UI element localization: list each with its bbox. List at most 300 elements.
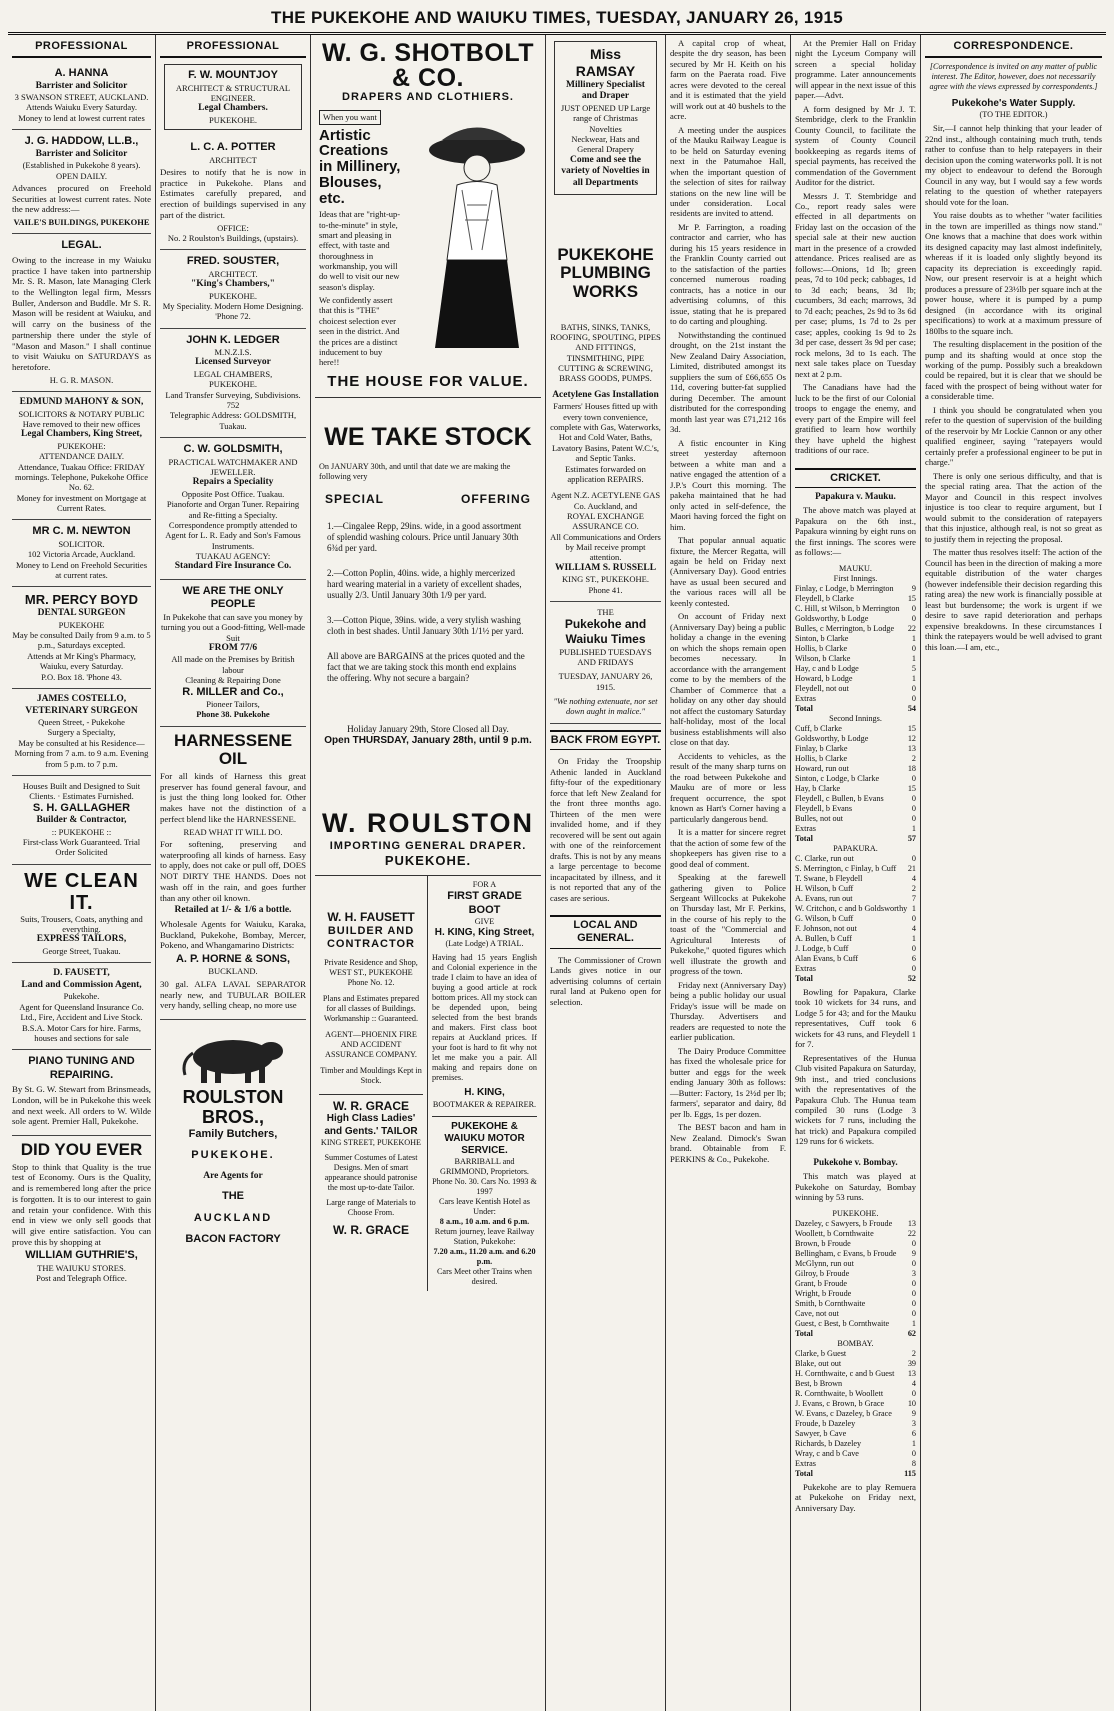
- ad-note: Money for investment on Mortgage at Current Rates.: [16, 492, 147, 514]
- ad-text: Farmers' Houses fitted up with every town convenience, complete with Gas, Waterworks, Hot and Cold Water, Baths, Lavatory Basins, Patent W.C.'s, and Septic Tanks.: [550, 401, 661, 464]
- ad-text: Neckwear, Hats and General Drapery: [571, 134, 640, 155]
- ad-sub: Family Butchers,: [188, 1127, 278, 1140]
- batsman: A. Evans, run out: [795, 893, 853, 903]
- runs: 0: [911, 813, 916, 823]
- ad-telegraphic: Telegraphic Address: GOLDSMITH, Tuakau.: [169, 410, 297, 431]
- batsman: Guest, c Best, b Cornthwaite: [795, 1318, 890, 1328]
- ad-name: FRED. SOUSTER,: [186, 255, 280, 268]
- match-title: Papakura v. Mauku.: [815, 491, 896, 502]
- batsman: G. Wilson, b Cuff: [795, 913, 854, 923]
- ad-name: F. W. MOUNTJOY: [188, 69, 278, 82]
- ad-price: Retailed at 1/- & 1/6 a bottle.: [174, 905, 292, 916]
- batsman: Sinton, c Lodge, b Clarke: [795, 773, 880, 783]
- batsman: Bellingham, c Evans, b Froude: [795, 1248, 897, 1258]
- score-row: [795, 944, 916, 954]
- runs: 0: [911, 773, 916, 783]
- innings-total: [795, 1329, 916, 1339]
- ad-motor-text: Cars Meet other Trains when desired.: [436, 1267, 533, 1287]
- article-paragraph: That popular annual aquatic fixture, the Mercer Regatta, will again be held on Friday next (Anniversary Day). Good entries have as usual been secured and the various races will all be keenly contested.: [670, 535, 786, 608]
- ad-number: 752: [226, 400, 240, 411]
- score-row: [795, 634, 916, 644]
- ad-house: THE HOUSE FOR VALUE.: [327, 372, 529, 390]
- batsman: Extras: [795, 693, 816, 703]
- ad-conf: We confidently assert that this is "THE" choicest selection ever seen in the district. And the prices are a distinct inducement to buy here!!: [319, 295, 400, 368]
- batsman: Fleydell, b Evans: [795, 803, 853, 813]
- batsman: Grant, b Froude: [795, 1278, 848, 1288]
- correspondence-header: CORRESPONDENCE.: [925, 35, 1102, 58]
- innings-list: [795, 854, 916, 974]
- ad-newton: [12, 520, 151, 587]
- professional-header: PROFESSIONAL: [12, 35, 151, 58]
- batsman: Fleydell, b Clarke: [795, 593, 854, 603]
- score-row: [795, 854, 916, 864]
- total-value: 54: [907, 703, 916, 713]
- batsman: Hollis, b Clarke: [795, 753, 848, 763]
- runs: 7: [911, 893, 916, 903]
- innings-list: [795, 584, 916, 704]
- ad-text: Summer Costumes of Latest Designs. Men of smart appearance should patronise the most up-to-date Tailor.: [324, 1152, 418, 1192]
- runs: 9: [911, 1248, 916, 1258]
- score-row: [795, 924, 916, 934]
- batsman: Fleydell, not out: [795, 683, 849, 693]
- runs: 0: [911, 613, 916, 623]
- article-paragraph: The Canadians have had the luck to be the first of our Colonial troops to engage the enemy, and every part of the Empire will feel gratified to learn how worthily they have upheld the highest traditions of our race.: [795, 382, 916, 456]
- paper-title: Pukekohe and Waiuku Times: [564, 617, 647, 647]
- ad-offering: OFFERING: [461, 492, 531, 507]
- ad-big: Artistic Creations in Millinery, Blouses, etc.: [319, 126, 401, 207]
- ad-firm: EXPRESS TAILORS,: [36, 934, 127, 945]
- score-row: [795, 1449, 916, 1459]
- column-7: [921, 35, 1106, 1711]
- runs: 1: [911, 1438, 916, 1448]
- batsman: Cave, not out: [795, 1308, 839, 1318]
- article-paragraph: Representatives of the Hunua Club visited Papakura on Saturday, 9th inst., and tried conclusions with the representatives of the Papakura Club. The Hunua team compiled 30 runs (Lodge 3 wickets for 7 runs, including the hat trick) and Papakura compiled 129 runs for 6 wickets.: [795, 1052, 916, 1147]
- ad-phone: Phone 41.: [588, 584, 623, 595]
- runs: 4: [911, 923, 916, 933]
- batsman: S. Merrington, c Finlay, b Cuff: [795, 863, 897, 873]
- batsman: Bulles, c Merrington, b Lodge: [795, 623, 895, 633]
- columns: [8, 35, 1106, 1711]
- runs: 9: [911, 1408, 916, 1418]
- team-name: MAUKU.: [839, 563, 872, 573]
- column-3: [311, 35, 546, 1711]
- ad-town: Pukekohe.: [63, 991, 100, 1002]
- runs: 12: [907, 733, 916, 743]
- score-row: [795, 1249, 916, 1259]
- ad-shotbolt: [315, 35, 541, 398]
- ad-text: Having had 15 years English and Colonial experience in the trade I claim to have an idea of buying a good article at rock bottom prices. All my stock can be depended upon, being selected from the best brands and makers. First class boot repairs at Auckland prices. If your foot is hard to fit why not let me make you a pair. All making and repairs done on premises.: [432, 953, 537, 1083]
- batsman: Blake, out out: [795, 1358, 842, 1368]
- ad-hanna: [12, 62, 151, 130]
- ad-name: DID YOU EVER: [20, 1139, 143, 1159]
- runs: 6: [911, 953, 916, 963]
- article-paragraph: A capital crop of wheat, despite the dry season, has been secured by Mr H. Keith on his farm on the Paerata road. Five acres were devoted to the cereal and it is estimated that the yield will work out at 40 bushels to the acre.: [670, 37, 786, 122]
- batsman: Brown, b Froude: [795, 1238, 851, 1248]
- runs: 0: [911, 603, 916, 613]
- ad-firm: R. MILLER and Co.,: [182, 685, 284, 698]
- innings-label: Second Innings.: [829, 713, 882, 723]
- masthead: THE PUKEKOHE AND WAIUKU TIMES, TUESDAY, JANUARY 26, 1915: [8, 6, 1106, 35]
- match-title: Pukekohe v. Bombay.: [813, 1156, 898, 1167]
- batsman: Hay, b Clarke: [795, 783, 841, 793]
- section-header: LOCAL AND GENERAL.: [550, 915, 661, 949]
- ad-row: [315, 876, 541, 1291]
- ad-text: Land Transfer Surveying, Subdivisions.: [165, 389, 301, 400]
- runs: 3: [911, 1268, 916, 1278]
- score-row: [795, 814, 916, 824]
- ad-name: WE ARE THE ONLY PEOPLE: [182, 585, 284, 611]
- batsman: Clarke, b Guest: [795, 1348, 847, 1358]
- batsman: Richards, b Dazeley: [795, 1438, 862, 1448]
- runs: 13: [907, 743, 916, 753]
- ad-motor-text: Return journey, leave Railway Station, Pukekohe:: [434, 1227, 535, 1247]
- ad-item: 3.—Cotton Pique, 39ins. wide, a very stylish washing cloth in best shades. Until January 30th 1/1½ per yard.: [327, 614, 524, 636]
- article-paragraph: The above match was played at Papakura on the 6th inst., Papakura winning by eight runs on the first innings. The scores were as follows:—: [795, 505, 916, 558]
- ad-chambers: Legal Chambers.: [198, 103, 268, 114]
- batsman: H. Wilson, b Cuff: [795, 883, 854, 893]
- ad-title: Barrister and Solicitor: [35, 148, 128, 159]
- section-header: CRICKET.: [795, 468, 916, 488]
- article-paragraph: Notwithstanding the continued drought, on the 21st instant the New Zealand Dairy Association, Limited, distributed amongst its suppliers the sum of £66,655 Os 11d, covering butter-fat supplied during December. The amount distributed for the corresponding month last year was £71,212 16s 3d.: [670, 329, 786, 435]
- article-paragraph: It is a matter for sincere regret that the action of some few of the shopkeepers has given rise to a good deal of comment.: [670, 827, 786, 869]
- score-row: [795, 1219, 916, 1229]
- ad-office: OFFICE:: [217, 222, 249, 233]
- ad-name: S. H. GALLAGHER: [32, 801, 131, 814]
- score-row: [795, 1289, 916, 1299]
- ad-text: Estimates forwarded on application REPAIRS.: [565, 463, 646, 484]
- total-label: Total: [795, 973, 813, 983]
- article-paragraph: You raise doubts as to whether "water facilities in the town are imperilled as things now stand." One knows that a machine that does work within its designed capacity may last almost indefinitely, whereas if it is loaded only slightly beyond its capacity its depreciation is exceedingly rapid. Now, our present reservoir is at a height which produces a pressure of 23½lb per square inch at the power house, where it is pumped by a pump designed (in accordance with its original specifications) to work at a maximum pressure of 180lbs to the square inch.: [925, 210, 1102, 336]
- ad-text: Suits, Trousers, Coats, anything and everything.: [20, 913, 143, 935]
- ad-fausett: [12, 963, 151, 1050]
- runs: 0: [911, 1288, 916, 1298]
- ad-sub: Millinery Specialist and Draper: [566, 79, 645, 102]
- match-text: [795, 502, 916, 563]
- innings-list: [795, 1219, 916, 1329]
- ad-text: BATHS, SINKS, TANKS, ROOFING, SPOUTING, PIPES AND FITTINGS, TINSMITHING, PIPE CUTTING & SCREWING, BRASS GOODS, PUMPS.: [550, 321, 661, 384]
- ad-text: Plans and Estimates prepared for all classes of Buildings. Workmanship :: Guaranteed.: [322, 993, 420, 1023]
- batsman: Finlay, c Lodge, b Merrington: [795, 583, 894, 593]
- ad-address: KING ST., PUKEKOHE.: [562, 574, 649, 585]
- total-label: Total: [795, 1328, 813, 1338]
- ad-ledger: [160, 329, 306, 439]
- ad-name: L. C. A. POTTER: [190, 141, 276, 154]
- ad-agency-name: Standard Fire Insurance Co.: [174, 561, 292, 572]
- batsman: Hay, c and b Lodge: [795, 663, 859, 673]
- score-row: [795, 1379, 916, 1389]
- ad-text: First-class Work Guaranteed. Trial Order Solicited: [22, 836, 141, 858]
- runs: 0: [911, 1298, 916, 1308]
- runs: 1: [911, 633, 916, 643]
- article-paragraph: A form designed by Mr J. T. Stembridge, clerk to the Franklin County Council, to facilitate the system of County Council bookkeeping as regards items of special payments, has received the commendation of the Government Auditor for the district.: [795, 103, 916, 188]
- runs: 1: [911, 903, 916, 913]
- runs: 1: [911, 653, 916, 663]
- ad-plumbing: [550, 201, 661, 602]
- score-row: [795, 1259, 916, 1269]
- ad-agent: Agent N.Z. ACETYLENE GAS Co. Auckland, and: [550, 490, 661, 511]
- ad-holiday: Holiday January 29th, Store Closed all Day.: [347, 723, 509, 734]
- batsman: Cuff, b Clarke: [795, 723, 842, 733]
- professional-header: PROFESSIONAL: [160, 35, 306, 58]
- ad-title: PRACTICAL WATCHMAKER AND JEWELLER.: [168, 456, 298, 477]
- ad-take-stock: [315, 398, 541, 876]
- total-value: 52: [907, 973, 916, 983]
- team-name: PAPAKURA.: [833, 843, 878, 853]
- score-row: [795, 584, 916, 594]
- runs: 22: [907, 623, 916, 633]
- score-row: [795, 614, 916, 624]
- runs: 0: [911, 693, 916, 703]
- ad-roulston-bros: [160, 1020, 306, 1252]
- score-row: [795, 1389, 916, 1399]
- score-row: [795, 904, 916, 914]
- ad-note: Attends at Mr King's Pharmacy, Waiuku, every Saturday.: [27, 650, 136, 672]
- ad-name: FIRST GRADE BOOT: [447, 890, 522, 916]
- scorecard: [795, 1209, 916, 1479]
- ad-sub: Pioneer Tailors,: [206, 698, 260, 709]
- innings-total: [795, 974, 916, 984]
- batsman: Best, b Brown: [795, 1378, 843, 1388]
- ad-special: SPECIAL: [325, 492, 385, 507]
- ad-sub: THE WAIUKU STORES.: [37, 1262, 126, 1273]
- ad-title: Land and Commission Agent,: [21, 979, 142, 990]
- ad-phone: 'Phone 72.: [215, 311, 251, 322]
- runs: 15: [907, 723, 916, 733]
- article-paragraph: On Friday the Troopship Athenic landed in Auckland fifty-four of the expeditionary force that left New Zealand for the front three months ago. Thirteen of the men were invalided home, and if they recovered will be sent out again with one of the reinforcement drafts. This is not by any means a large percentage to become incapacitated by illness, and it is not reported that any of the cases are serious.: [550, 756, 661, 903]
- ad-legal: [12, 234, 151, 392]
- runs: 1: [911, 673, 916, 683]
- column-4: [546, 35, 666, 1711]
- ad-address: WEST ST., PUKEKOHE: [329, 967, 413, 977]
- ad-open: Open THURSDAY, January 28th, until 9 p.m.: [324, 734, 532, 746]
- ad-note: (Established in Pukekohe 8 years).: [22, 160, 141, 171]
- ad-note: Attendance, Tuakau Office: FRIDAY mornings. Telephone, Pukekohe Office No. 62.: [15, 461, 148, 493]
- ad-address: VAILE'S BUILDINGS, PUKEKOHE: [13, 217, 150, 228]
- batsman: F. Johnson, not out: [795, 923, 857, 933]
- scorecard: [795, 564, 916, 984]
- runs: 8: [911, 1458, 916, 1468]
- total-value: 62: [907, 1328, 916, 1338]
- batsman: Froude, b Dazeley: [795, 1418, 856, 1428]
- batsman: Hollis, b Clarke: [795, 643, 848, 653]
- local-news-cont: [795, 35, 916, 462]
- ad-name: D. FAUSETT,: [53, 968, 110, 979]
- score-row: [795, 754, 916, 764]
- ad-body: [319, 110, 537, 368]
- ad-text: JUST OPENED UP Large range of Christmas Novelties: [560, 103, 651, 134]
- ad-gallagher: [12, 776, 151, 865]
- article-paragraph: A fistic encounter in King street yesterday afternoon between a white man and a native engaged the attention of a J.P.'s Court this morning. The pakeha maintained that he had only acted in self-defence, the Maori having forced the fight on him.: [670, 437, 786, 532]
- article-paragraph: The BEST bacon and ham in New Zealand. Dimock's Swan brand. Obtainable from F. PERKINS & Co., Pukekohe.: [670, 1122, 786, 1164]
- batsman: Extras: [795, 1458, 816, 1468]
- score-row: [795, 684, 916, 694]
- local-news: [670, 35, 786, 1170]
- runs: 0: [911, 913, 916, 923]
- ad-note: ATTENDANCE DAILY.: [39, 451, 124, 462]
- ad-item: 1.—Cingalee Repp, 29ins. wide, in a good assortment of splendid washing colours. Price until January 30th 6¾d per yard.: [327, 521, 522, 553]
- runs: 4: [911, 1378, 916, 1388]
- ad-goldsmith: [160, 438, 306, 580]
- legal-text: Owing to the increase in my Waiuku practice I have taken into partnership Mr. S. R. Mason, late Managing Clerk to the Wellington legal firm, Messrs Buller, Anderson and Buddle. Mr S. R. Mason will be resident at Waiuku, and will carry on the business of the partnership there under the style of "Mason and Mason." I shall continue to visit Waiuku on SATURDAYS as heretofore.: [12, 254, 151, 373]
- runs: 0: [911, 943, 916, 953]
- batsman: Goldsworthy, b Lodge: [795, 733, 869, 743]
- ad-auckland: AUCKLAND: [193, 1211, 273, 1224]
- ad-name: W. R. GRACE: [319, 1094, 423, 1114]
- runs: 0: [911, 1388, 916, 1398]
- runs: 0: [911, 1238, 916, 1248]
- article-paragraph: Messrs J. T. Stembridge and Co., report ready sales were effected in all departments on Friday last on the occasion of the special sale at their new auction mart in the presence of a crowded attendance. Prices realised are as follows:—Onions, 1d lb; green peas, 7d to 10d peck; cabbages, 1d to 3d each; beans, 3d lb; cucumbers, 3d each; marrows, 3d to 7d each; peaches, 2s 9d to 3s 6d per case; plums, 1s 7d to 2s per case; apples, cooking 1s 9d to 2s 3d per case, dessert 3s 9d per case; rock melons, 3d to 1s each. The next sale takes place on Tuesday next at 2 p.m.: [795, 190, 916, 379]
- ad-firm-sub: IMPORTING GENERAL DRAPER.: [329, 840, 527, 853]
- batsman: Bulles, not out: [795, 813, 843, 823]
- innings-list: [795, 724, 916, 834]
- ad-only-people: [160, 580, 306, 727]
- ad-give: GIVE: [474, 917, 495, 927]
- ad-bargains: All above are BARGAINS at the prices quoted and the fact that we are taking stock this month end explains the offering. Why not secure a bargain?: [327, 650, 525, 683]
- score-row: [795, 914, 916, 924]
- ad-motor-text: 8 a.m., 10 a.m. and 6 p.m.: [439, 1217, 530, 1227]
- runs: 1: [911, 1318, 916, 1328]
- score-row: [795, 644, 916, 654]
- runs: 39: [907, 1358, 916, 1368]
- ad-name: PIANO TUNING AND REPAIRING.: [28, 1055, 135, 1081]
- article-paragraph: Accidents to vehicles, as the result of the many sharp turns on the road between Pukekohe and Mauku are of more or less frequent occurrence, the spot known as Hart's Corner having a particularly dangerous bend.: [670, 750, 786, 824]
- runs: 0: [911, 643, 916, 653]
- runs: 2: [911, 883, 916, 893]
- ad-name: MR C. M. NEWTON: [32, 525, 131, 538]
- ad-firm-sub: BOOTMAKER & REPAIRER.: [432, 1099, 537, 1109]
- batsman: C. Hill, st Wilson, b Merrington: [795, 603, 900, 613]
- batsman: Extras: [795, 823, 816, 833]
- runs: 0: [911, 853, 916, 863]
- match-report: [795, 984, 916, 1153]
- ad-sub: High Class Ladies' and Gents.' TAILOR: [324, 1113, 418, 1137]
- runs: 0: [911, 1308, 916, 1318]
- score-row: [795, 1299, 916, 1309]
- ad-name: HARNESSENE OIL: [173, 730, 293, 769]
- ad-boot: [428, 876, 541, 1291]
- score-row: [795, 784, 916, 794]
- ad-timber: Timber and Mouldings Kept in Stock.: [320, 1065, 422, 1085]
- runs: 15: [907, 593, 916, 603]
- ad-bacon: BACON FACTORY: [185, 1232, 281, 1245]
- ad-want: When you want: [319, 110, 381, 124]
- ad-text: May be consulted at his Residence—: [18, 737, 145, 748]
- match-text: [795, 1168, 916, 1208]
- ad-title: DENTAL SURGEON: [37, 608, 126, 619]
- ad-note: Attends Waiuku Every Saturday.: [26, 102, 137, 113]
- column-5: [666, 35, 791, 1711]
- score-row: [795, 744, 916, 754]
- runs: 0: [911, 1258, 916, 1268]
- batsman: W. Critchon, c and b Goldsworthy: [795, 903, 908, 913]
- runs: 0: [911, 963, 916, 973]
- ad-late: (Late Lodge) A TRIAL.: [445, 939, 524, 949]
- runs: 21: [907, 863, 916, 873]
- batsman: Sinton, b Clarke: [795, 633, 849, 643]
- ad-title: ARCHITECT & STRUCTURAL ENGINEER.: [175, 82, 291, 103]
- ad-text: Money to Lend on Freehold Securities at current rates.: [15, 559, 147, 580]
- score-row: [795, 724, 916, 734]
- ad-town: BUCKLAND.: [208, 966, 258, 977]
- score-row: [795, 1229, 916, 1239]
- score-row: [795, 1269, 916, 1279]
- ad-boyd: [12, 587, 151, 689]
- article-local: [550, 952, 661, 1013]
- ad-note: OPEN DAILY.: [56, 170, 107, 181]
- runs: 0: [911, 1278, 916, 1288]
- runs: 0: [911, 683, 916, 693]
- ad-note: P.O. Box 18. 'Phone 43.: [41, 671, 122, 682]
- ad-text: Come and see the variety of Novelties in all Departments: [561, 154, 650, 188]
- ad-town: PUKEKOHE.: [209, 114, 257, 125]
- ad-text: All made on the Premises by British labour: [171, 654, 295, 675]
- score-row: [795, 1239, 916, 1249]
- letter-to: (TO THE EDITOR.): [979, 110, 1048, 120]
- ad-firm: WILLIAM S. RUSSELL: [554, 562, 657, 573]
- article-paragraph: The Dairy Produce Committee has fixed the wholesale price for butter and eggs for the week ending January 30th as follows:—Butter: Factory, 1s 2½d per lb; farmers', separator and dairy, 8d per lb. Eggs, 1s per dozen.: [670, 1045, 786, 1119]
- team-name: BOMBAY.: [837, 1338, 874, 1348]
- score-row: [795, 1429, 916, 1439]
- paper-date: TUESDAY, JANUARY 26, 1915.: [558, 671, 653, 692]
- ad-name: ROULSTON BROS.,: [182, 1087, 284, 1127]
- score-row: [795, 1319, 916, 1329]
- ad-text: My Speciality. Modern Home Designing.: [162, 300, 304, 311]
- ad-souster: [160, 250, 306, 328]
- ad-name: W. H. FAUSETT: [327, 910, 415, 925]
- runs: 22: [907, 1228, 916, 1238]
- article-paragraph: This match was played at Pukekohe on Saturday, Bombay winning by 53 runs.: [795, 1171, 916, 1203]
- ad-name: A. HANNA: [54, 67, 109, 80]
- ad-text: All Communications and Orders by Mail receive prompt attention.: [550, 531, 661, 563]
- score-row: [795, 1369, 916, 1379]
- ad-text: For all kinds of Harness this great preserver has found general favour, and is just the thing long looked for. Other makes have not the distinction of a perfect blend like the HARNESSENE.: [160, 771, 306, 824]
- ad-potter: [160, 136, 306, 250]
- ad-address: 102 Victoria Arcade, Auckland.: [27, 549, 136, 560]
- article-paragraph: The Commissioner of Crown Lands gives notice in our advertising columns of certain rural land at Pukeno open for selection.: [550, 954, 661, 1007]
- ad-title: M.N.Z.I.S.: [214, 347, 252, 358]
- runs: 3: [911, 1418, 916, 1428]
- runs: 5: [911, 663, 916, 673]
- ad-sub: BUILDER AND CONTRACTOR: [326, 924, 415, 951]
- runs: 1: [911, 823, 916, 833]
- ad-address: Opposite Post Office. Tuakau.: [181, 488, 285, 499]
- section-header: BACK FROM EGYPT.: [550, 730, 661, 750]
- ad-town: PUKEKOHE.: [209, 379, 257, 390]
- batsman: Wray, c and b Cave: [795, 1448, 859, 1458]
- article-paragraph: Friday next (Anniversary Day) being a public holiday our usual Friday's issue will be made on Thursday. Advertisers and readers are requested to note the earlier publication.: [670, 979, 786, 1043]
- ad-name: EDMUND MAHONY & SON,: [19, 397, 144, 408]
- article-paragraph: On account of Friday next (Anniversary Day) being a public holiday a change in the evening on which the shops remain open becomes necessary. In accordance with the arrangement come to by the members of the Chamber of Commerce that a holiday on any other day should not affect the customary Saturday half-holiday, most of the local business establishments will also close on that day.: [670, 611, 786, 748]
- ad-text: Surgery a Specialty,: [47, 727, 116, 738]
- ad-king: H. KING, King Street,: [434, 927, 535, 939]
- runs: 15: [907, 783, 916, 793]
- team-name: PUKEKOHE.: [832, 1208, 879, 1218]
- ad-chambers: "King's Chambers,": [191, 279, 275, 290]
- batsman: Dazeley, c Sawyers, b Froude: [795, 1218, 893, 1228]
- score-row: [795, 1359, 916, 1369]
- ad-ideas: Ideas that are "right-up-to-the-minute" in style, smart and pleasing in effect, with taste and thoroughness in workmanship, you will do well to visit our new season's display.: [319, 209, 401, 292]
- article-paragraph: At the Premier Hall on Friday night the Lyceum Company will screen a special holiday programme. Later announcements will appear in the next issue of this paper.—Advt.: [795, 37, 916, 101]
- ad-text: Cleaning & Repairing Done: [185, 675, 281, 686]
- ad-text-block: [319, 110, 401, 368]
- score-row: [795, 734, 916, 744]
- total-label: Total: [795, 833, 813, 843]
- ad-harnessene: [160, 727, 306, 1020]
- ad-title: SOLICITOR.: [58, 538, 105, 549]
- batsman: J. Lodge, b Cuff: [795, 943, 849, 953]
- ad-text: Stop to think that Quality is the true test of Economy. Ours is the Quality, and is remembered long after the price is forgotten. It is to our interest to gain and retain your confidence. With this end in view we only sell goods that will give entire satisfaction. You can prove this by shopping at: [12, 1161, 151, 1247]
- article-paragraph: Speaking at the farewell gathering given to Police Sergeant Willcocks at Pukekohe on Thursday last, Mr F. Perkins, in the course of his reply to the toast of the "Commercial and Agricultural Interests of Pukekohe," quoted figures which well illustrate the growth and progress of the town.: [670, 872, 786, 977]
